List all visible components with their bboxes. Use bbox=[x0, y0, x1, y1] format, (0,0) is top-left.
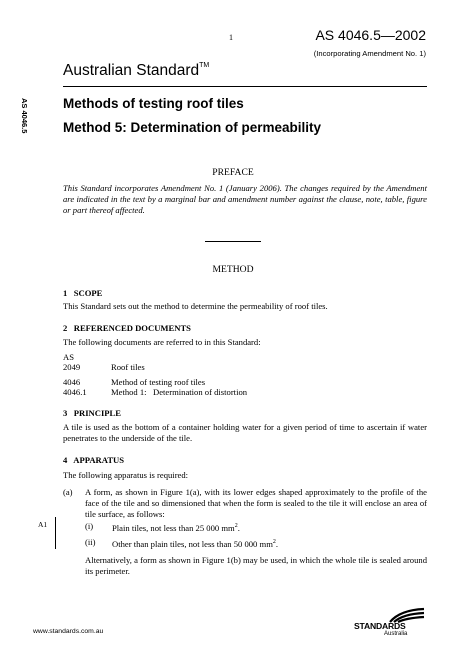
sub-i-line: Plain tiles, not less than 25 000 $mm^2$. bbox=[112, 522, 240, 533]
preface-divider bbox=[205, 241, 261, 242]
item-a-label: (a) bbox=[63, 487, 73, 497]
document-title-line2: Method 5: Determination of permeability bbox=[63, 120, 322, 135]
standards-australia-logo bbox=[354, 607, 432, 639]
sub-ii-label: (ii) bbox=[85, 537, 96, 547]
sub-i-superscript: 2 bbox=[234, 523, 238, 529]
document-title-line1: Methods of testing roof tiles bbox=[63, 96, 244, 111]
standard-number: AS 4046.5—2002 bbox=[315, 27, 426, 43]
brand-title bbox=[63, 62, 209, 80]
ref-code-4046-1: 4046.1 bbox=[63, 387, 87, 397]
sub-i-text: Plain tiles, not less than 25 000 mm bbox=[112, 522, 235, 533]
logo-sub-text: Australia bbox=[384, 631, 408, 637]
item-a-text: A form, as shown in Figure 1(a), with its lower edges shaped approximately to the profile of the face of the tile and so dimensioned that when the form is sealed to the tile it will enclose an area of tile surface, as follows: bbox=[85, 487, 427, 520]
ref-title-2049: Roof tiles bbox=[111, 362, 145, 372]
ref-code-4046: 4046 bbox=[63, 377, 81, 387]
ref-code-2049: 2049 bbox=[63, 362, 81, 372]
preface-heading: PREFACE bbox=[212, 167, 254, 178]
alternative-text: Alternatively, a form as shown in Figure 1(b) may be used, in which the whole tile is sealed around its perimeter. bbox=[85, 555, 427, 577]
referenced-heading: 2 REFERENCED DOCUMENTS bbox=[63, 323, 191, 333]
side-label: AS 4046.5 bbox=[20, 98, 29, 134]
footer-url[interactable]: www.standards.com.au bbox=[33, 628, 104, 635]
apparatus-heading: 4 APPARATUS bbox=[63, 455, 125, 465]
ref-title-4046-1: Method 1: Determination of distortion bbox=[111, 387, 248, 397]
sub-ii-text: Other than plain tiles, not less than 50 000 mm bbox=[112, 538, 273, 549]
logo-main-text: STANDARDS bbox=[354, 621, 406, 631]
scope-heading: 1 SCOPE bbox=[63, 288, 103, 298]
brand-name: Australian Standard bbox=[63, 62, 200, 79]
apparatus-intro: The following apparatus is required: bbox=[63, 470, 189, 480]
page-number: 1 bbox=[229, 33, 233, 42]
principle-text: A tile is used as the bottom of a container holding water for a given period of time to ascertain if water penetrates to the underside of the tile. bbox=[63, 422, 427, 444]
ref-title-4046: Method of testing roof tiles bbox=[111, 377, 206, 387]
sub-i-label: (i) bbox=[85, 521, 94, 531]
method-heading: METHOD bbox=[212, 264, 254, 275]
amendment-note: (Incorporating Amendment No. 1) bbox=[313, 49, 426, 58]
scope-text: This Standard sets out the method to determine the permeability of roof tiles. bbox=[63, 301, 328, 311]
referenced-col-label: AS bbox=[63, 352, 74, 362]
amendment-bar bbox=[55, 517, 56, 549]
principle-heading: 3 PRINCIPLE bbox=[63, 408, 122, 418]
trademark-mark: TM bbox=[199, 62, 210, 69]
sub-ii-superscript: 2 bbox=[272, 539, 276, 545]
header-rule bbox=[63, 86, 427, 87]
amendment-marker: A1 bbox=[38, 520, 48, 529]
preface-text: This Standard incorporates Amendment No. 1 (January 2006). The changes required by the Amendment are indicated in the text by a marginal bar and amendment number against the clause, note, table, figure or part thereof affected. bbox=[63, 183, 427, 216]
referenced-intro: The following documents are referred to in this Standard: bbox=[63, 337, 261, 347]
sub-ii-line: Other than plain tiles, not less than 50 000 $mm^2$. bbox=[112, 538, 279, 549]
